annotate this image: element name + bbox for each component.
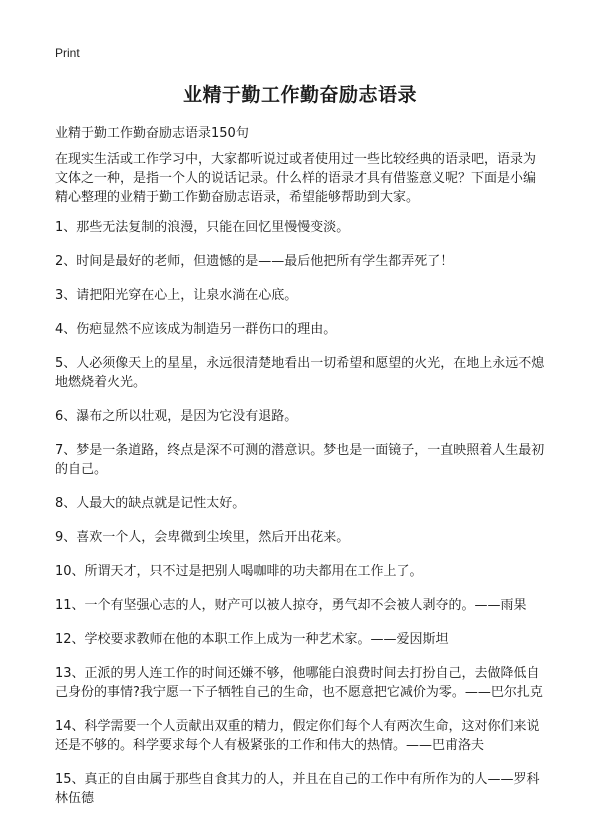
list-item: 7、梦是一条道路，终点是深不可测的潜意识。梦也是一面镜子，一直映照着人生最初的自己。 xyxy=(55,443,545,477)
list-item: 5、人必须像天上的星星，永远很清楚地看出一切希望和愿望的火光，在地上永远不熄地燃烧着火光。 xyxy=(55,356,545,390)
list-item: 11、一个有坚强心志的人，财产可以被人掠夺，勇气却不会被人剥夺的。——雨果 xyxy=(55,598,527,613)
list-item: 9、喜欢一个人，会卑微到尘埃里，然后开出花来。 xyxy=(55,530,350,545)
page-title: 业精于勤工作勤奋励志语录 xyxy=(182,84,417,106)
list-item: 14、科学需要一个人贡献出双重的精力，假定你们每个人有两次生命，这对你们来说还是不够的。科学要求每个人有极紧张的工作和伟大的热情。——巴甫洛夫 xyxy=(55,719,540,753)
print-link[interactable]: Print xyxy=(55,46,80,60)
list-item: 2、时间是最好的老师，但遗憾的是——最后他把所有学生都弄死了！ xyxy=(55,254,454,269)
quote-list xyxy=(55,218,548,823)
intro-paragraph: 在现实生活或工作学习中，大家都听说过或者使用过一些比较经典的语录吧，语录为文体之一种，是指一个人的说话记录。什么样的语录才具有借鉴意义呢？下面是小编精心整理的业精于勤工作勤奋励志语录，希望能够帮助到大家。 xyxy=(55,152,537,205)
list-item: 10、所谓天才，只不过是把别人喝咖啡的功夫都用在工作上了。 xyxy=(55,564,423,579)
list-item: 6、瀑布之所以壮观，是因为它没有退路。 xyxy=(55,409,298,424)
list-item: 3、请把阳光穿在心上，让泉水淌在心底。 xyxy=(55,288,298,303)
list-item: 15、真正的自由属于那些自食其力的人，并且在自己的工作中有所作为的人——罗科林伍德 xyxy=(55,772,540,806)
document-subtitle: 业精于勤工作勤奋励志语录150句 xyxy=(55,126,249,141)
list-item: 13、正派的男人连工作的时间还嫌不够，他哪能白浪费时间去打扮自己，去做降低自己身份的事情?我宁愿一下子牺牲自己的生命，也不愿意把它减价为零。——巴尔扎克 xyxy=(55,666,543,700)
list-item: 8、人最大的缺点就是记性太好。 xyxy=(55,496,246,511)
list-item: 4、伤疤显然不应该成为制造另一群伤口的理由。 xyxy=(55,322,337,337)
list-item: 1、那些无法复制的浪漫，只能在回忆里慢慢变淡。 xyxy=(55,220,350,235)
list-item: 12、学校要求教师在他的本职工作上成为一种艺术家。——爱因斯坦 xyxy=(55,632,449,647)
